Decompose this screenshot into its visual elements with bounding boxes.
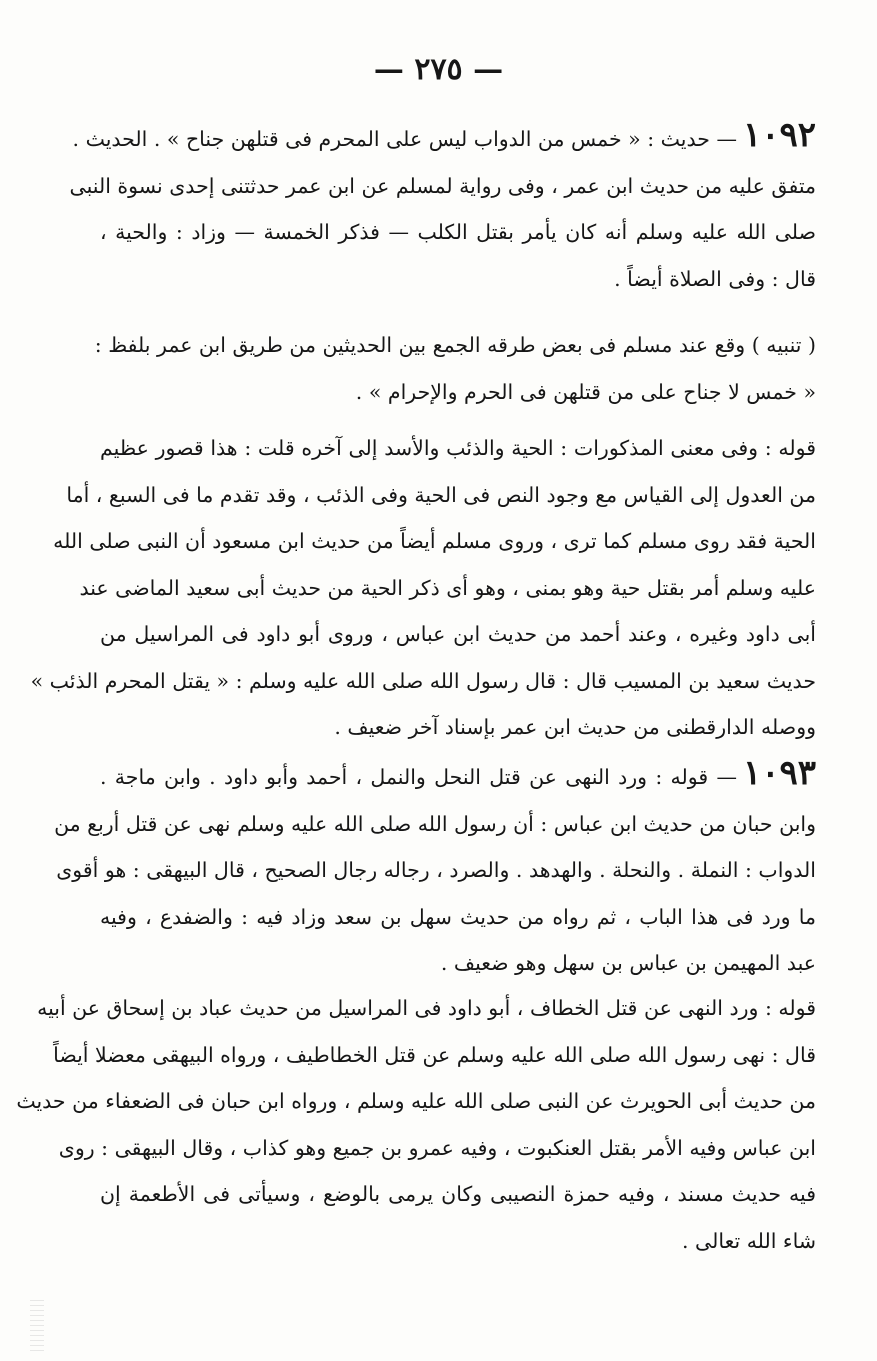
text-line: قال : نهى رسول الله صلى الله عليه وسلم عن قتل الخطاطيف ، ورواه البيهقى معضلا أيضاً — [53, 1042, 816, 1067]
text-line: أبى داود وغيره ، وعند أحمد من حديث ابن عباس ، وروى أبو داود فى المراسيل من — [100, 622, 816, 646]
paragraph-commentary — [30, 425, 816, 751]
paragraph-note — [94, 322, 816, 415]
text-line: وابن حبان من حديث ابن عباس : أن رسول الله صلى الله عليه وسلم نهى عن قتل أربع من — [54, 811, 816, 836]
paragraph-entry-1093 — [54, 750, 816, 987]
text-line — [100, 750, 816, 801]
text-line — [72, 112, 816, 163]
text-line: فيه حديث مسند ، وفيه حمزة النصيبى وكان يرمى بالوضع ، وسيأتى فى الأطعمة إن — [100, 1182, 816, 1206]
entry-number: ١٠٩٢ — [742, 115, 816, 155]
text-line: الحية فقد روى مسلم كما ترى ، وروى مسلم أيضاً من حديث ابن مسعود أن النبى صلى الله — [53, 529, 816, 553]
text-line: متفق عليه من حديث ابن عمر ، وفى رواية لمسلم عن ابن عمر حدثتنى إحدى نسوة النبى — [69, 173, 816, 198]
text-line: شاء الله تعالى . — [681, 1228, 816, 1253]
entry-number: ١٠٩٣ — [742, 753, 816, 793]
text-line: « خمس لا جناح على من قتلهن فى الحرم والإحرام » . — [355, 379, 816, 404]
text-line: قال : وفى الصلاة أيضاً . — [614, 266, 816, 291]
paragraph-swallow — [16, 985, 816, 1264]
text-line: حديث سعيد بن المسيب قال : قال رسول الله صلى الله عليه وسلم : « يقتل المحرم الذئب » — [30, 668, 816, 693]
text-line: من العدول إلى القياس مع وجود النص فى الحية وفى الذئب ، وقد تقدم ما فى السبع ، أما — [66, 482, 816, 507]
text-line: قوله : وفى معنى المذكورات : الحية والذئب والأسد إلى آخره قلت : هذا قصور عظيم — [100, 436, 816, 460]
text-line: ما ورد فى هذا الباب ، ثم رواه من حديث سهل بن سعد وزاد فيه : والضفدع ، وفيه — [100, 904, 816, 929]
line-text: — قوله : ورد النهى عن قتل النحل والنمل ، أحمد وأبو داود . وابن ماجة . — [100, 765, 737, 789]
text-line: الدواب : النملة . والنحلة . والهدهد . والصرد ، رجاله رجال الصحيح ، قال البيهقى : هو أقوى — [56, 858, 816, 882]
text-line: قوله : ورد النهى عن قتل الخطاف ، أبو داود فى المراسيل من حديث عباد بن إسحاق عن أبيه — [37, 996, 816, 1020]
paragraph-entry-1092 — [69, 112, 816, 302]
text-line: صلى الله عليه وسلم أنه كان يأمر بقتل الكلب — فذكر الخمسة — وزاد : والحية ، — [100, 220, 816, 244]
text-line: عليه وسلم أمر بقتل حية وهو بمنى ، وهو أى ذكر الحية من حديث أبى سعيد الماضى عند — [79, 575, 816, 600]
text-line: من حديث أبى الحويرث عن النبى صلى الله عليه وسلم ، ورواه ابن حبان فى الضعفاء من حديث — [16, 1089, 816, 1113]
text-line: ( تنبيه ) وقع عند مسلم فى بعض طرقه الجمع بين الحديثين من طريق ابن عمر بلفظ : — [94, 333, 816, 357]
text-line: ابن عباس وفيه الأمر بقتل العنكبوت ، وفيه عمرو بن جميع وهو كذاب ، وقال البيهقى : روى — [58, 1135, 816, 1160]
text-line: عبد المهيمن بن عباس بن سهل وهو ضعيف . — [440, 951, 816, 975]
text-line: ووصله الدارقطنى من حديث ابن عمر بإسناد آخر ضعيف . — [334, 715, 816, 739]
scan-margin-speckle — [30, 1300, 44, 1355]
line-text: — حديث : « خمس من الدواب ليس على المحرم فى قتلهن جناح » . الحديث . — [72, 127, 737, 151]
page-number: — ٢٧٥ — — [373, 52, 504, 87]
